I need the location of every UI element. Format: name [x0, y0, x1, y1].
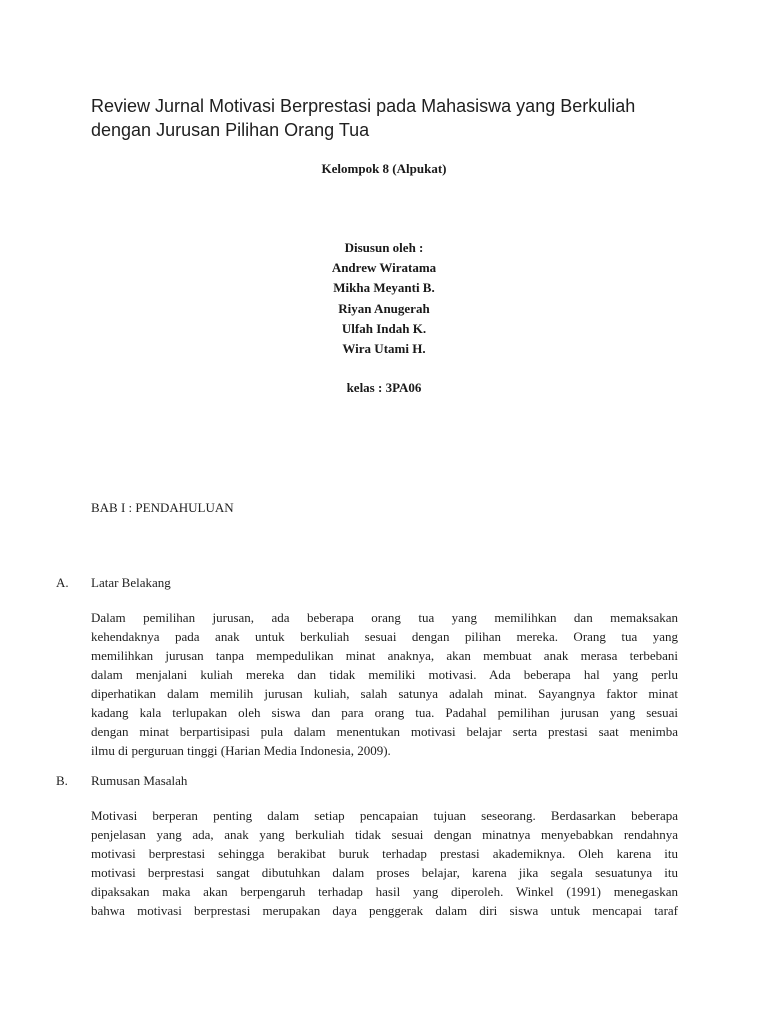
paragraph-line: kehendaknya pada anak untuk berkuliah sesuai dengan pilihan mereka. Orang tua yang: [91, 629, 678, 644]
author-name: Wira Utami H.: [342, 340, 426, 356]
paragraph-line: dipaksakan maka akan berpengaruh terhadap hasil yang diperoleh. Winkel (1991) menegaskan: [91, 884, 678, 899]
group-name: Kelompok 8 (Alpukat): [321, 161, 447, 176]
author-name: Ulfah Indah K.: [341, 320, 427, 336]
chapter-heading: BAB I : PENDAHULUAN: [91, 500, 234, 515]
author-name: Andrew Wiratama: [331, 260, 437, 276]
paragraph-line: motivasi berprestasi sangat dibutuhkan dalam proses belajar, karena jika segala sesuatunya itu: [91, 865, 678, 880]
document-title: [91, 94, 711, 142]
paragraph-line: bahwa motivasi berprestasi merupakan daya penggerak dalam diri siswa untuk mencapai taraf: [91, 903, 678, 918]
paragraph-line: diperhatikan dalam memilih jurusan kuliah, salah satunya adalah minat. Sayangnya faktor minat: [91, 686, 678, 701]
author-block: [0, 238, 768, 359]
section-letter: B.: [56, 773, 68, 788]
class-label: kelas : 3PA06: [346, 380, 422, 395]
compiled-by-label: Disusun oleh :: [344, 240, 424, 255]
paragraph-line: memilihkan jurusan tanpa mempedulikan minat anaknya, akan membuat anak merasa terbebani: [91, 648, 678, 663]
section-heading: Latar Belakang: [91, 575, 171, 590]
paragraph-line: penjelasan yang ada, anak yang berkuliah tidak sesuai dengan minatnya menyebabkan rendahnya: [91, 827, 678, 842]
section-heading: Rumusan Masalah: [91, 773, 188, 788]
section-paragraph: [91, 608, 678, 760]
paragraph-line: kadang kala terlupakan oleh siswa dan para orang tua. Padahal pemilihan jurusan yang sesuai: [91, 705, 678, 720]
paragraph-line: motivasi berprestasi sehingga berakibat buruk terhadap prestasi akademiknya. Oleh karena itu: [91, 846, 678, 861]
section-paragraph: [91, 806, 678, 920]
title-line: Review Jurnal Motivasi Berprestasi pada Mahasiswa yang Berkuliah: [91, 96, 636, 116]
title-line: dengan Jurusan Pilihan Orang Tua: [91, 120, 370, 140]
paragraph-line: dengan minat berpartisipasi pula dalam menentukan motivasi belajar serta prestasi saat menimba: [91, 724, 678, 739]
paragraph-line: dalam menjalani kuliah mereka dan tidak memiliki motivasi. Ada beberapa hal yang perlu: [91, 667, 678, 682]
author-name: Mikha Meyanti B.: [333, 280, 435, 296]
section-letter: A.: [56, 575, 69, 590]
author-name: Riyan Anugerah: [338, 300, 430, 316]
paragraph-line: ilmu di perguruan tinggi (Harian Media Indonesia, 2009).: [91, 743, 391, 758]
paragraph-line: Dalam pemilihan jurusan, ada beberapa orang tua yang memilihkan dan memaksakan: [91, 610, 678, 625]
paragraph-line: Motivasi berperan penting dalam setiap pencapaian tujuan seseorang. Berdasarkan beberapa: [91, 808, 678, 823]
